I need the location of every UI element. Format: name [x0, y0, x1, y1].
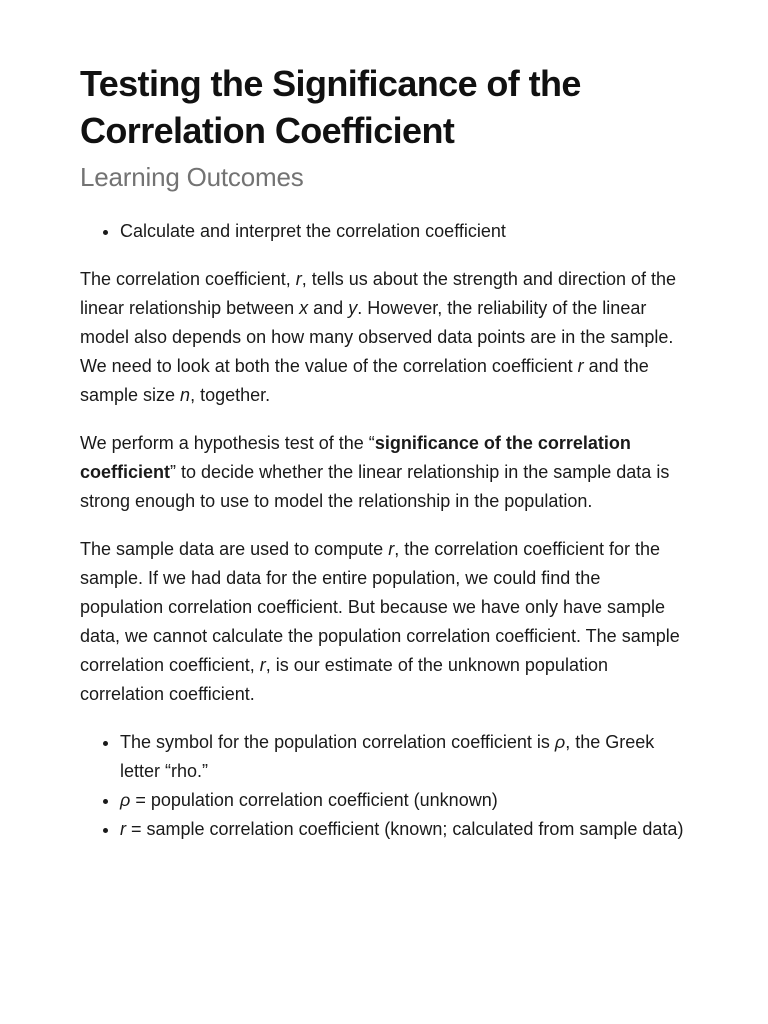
- text-run: , tells us about the strength and direction of the linear relationship between: [80, 269, 677, 318]
- learning-outcomes-list: [80, 217, 688, 246]
- text-run: ” to decide whether the linear relationship in the sample data is strong enough to use to model the relationship in the population.: [80, 462, 670, 511]
- text-run: . However, the reliability of the linear model also depends on how many observed data points are in the sample. We need to look at both the value of the correlation coefficient: [80, 298, 674, 376]
- symbols-list: [80, 728, 688, 844]
- symbol-rho: ρ: [120, 790, 131, 810]
- text-run: We perform a hypothesis test of the “: [80, 433, 375, 453]
- text-run: , is our estimate of the unknown population correlation coefficient.: [80, 655, 608, 704]
- variable-x: x: [299, 298, 309, 318]
- variable-r: r: [120, 819, 126, 839]
- text-run: , together.: [190, 385, 271, 405]
- variable-r: r: [577, 356, 584, 376]
- page-title: Testing the Significance of the Correlation Coefficient: [80, 63, 581, 151]
- text-run: = population correlation coefficient (unknown): [130, 790, 498, 810]
- variable-r: r: [295, 269, 302, 289]
- list-item: • Calculate and interpret the correlation coefficient: [120, 217, 688, 246]
- text-run: The correlation coefficient,: [80, 269, 296, 289]
- variable-r: r: [388, 539, 395, 559]
- text-run: The symbol for the population correlation coefficient is: [120, 732, 555, 752]
- text-run: and: [308, 298, 349, 318]
- variable-r: r: [259, 655, 266, 675]
- paragraph-sample-data: [80, 535, 688, 709]
- text-run: The sample data are used to compute: [80, 539, 389, 559]
- list-item: [120, 815, 688, 844]
- list-item: [120, 728, 688, 786]
- variable-y: y: [348, 298, 358, 318]
- paragraph-hypothesis-test: [80, 429, 688, 516]
- bold-term: significance of the correlation coefficient: [80, 433, 631, 482]
- text-run: and the sample size: [80, 356, 649, 405]
- text-run: = sample correlation coefficient (known; calculated from sample data): [126, 819, 684, 839]
- symbol-rho: ρ: [554, 732, 566, 752]
- list-item: [120, 786, 688, 815]
- section-heading-learning-outcomes: Learning Outcomes: [80, 162, 304, 192]
- paragraph-correlation-intro: [80, 265, 688, 410]
- text-run: , the Greek letter “rho.”: [120, 732, 655, 781]
- text-run: , the correlation coefficient for the sample. If we had data for the entire population, we could find the population correlation coefficient. But because we have only have sample data, we cannot calculate the population correlation coefficient. The sample correlation coefficient,: [80, 539, 680, 675]
- variable-n: n: [180, 385, 191, 405]
